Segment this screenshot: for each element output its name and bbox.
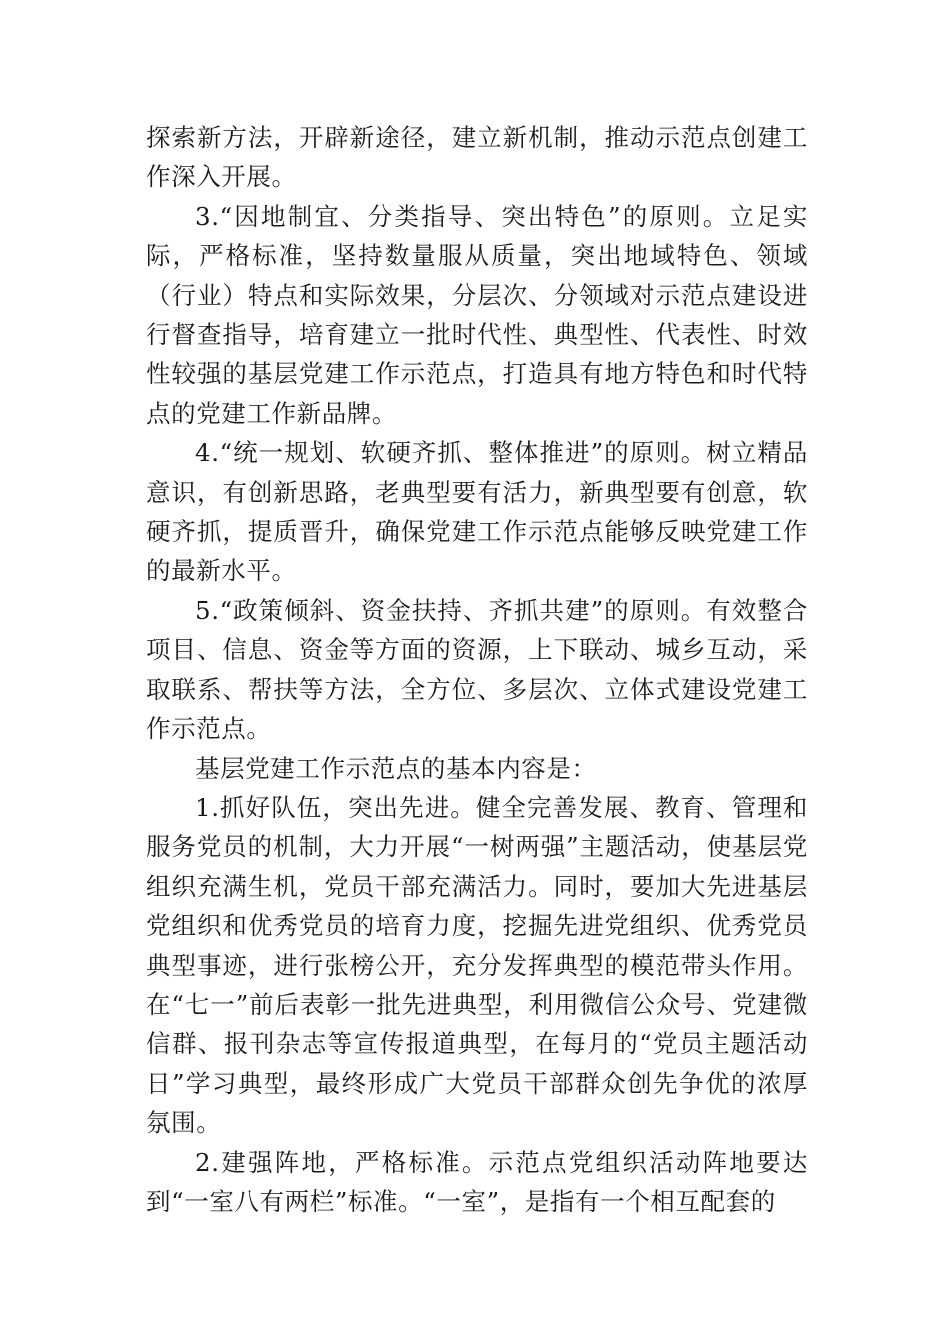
- paragraph-content-2: 2.建强阵地，严格标准。示范点党组织活动阵地要达到“一室八有两栏”标准。“一室”，是指有一个相互配套的: [146, 1147, 808, 1216]
- body-text: [146, 118, 808, 1221]
- paragraph-principle-5: 5.“政策倾斜、资金扶持、齐抓共建”的原则。有效整合项目、信息、资金等方面的资源，上下联动、城乡互动，采取联系、帮扶等方法，全方位、多层次、立体式建设党建工作示范点。: [146, 595, 808, 744]
- paragraph-principle-3: 3.“因地制宜、分类指导、突出特色”的原则。立足实际，严格标准，坚持数量服从质量，突出地域特色、领域（行业）特点和实际效果，分层次、分领域对示范点建设进行督查指导，培育建立一批时代性、典型性、代表性、时效性较强的基层党建工作示范点，打造具有地方特色和时代特点的党建工作新品牌。: [146, 201, 808, 428]
- paragraph-principle-4: 4.“统一规划、软硬齐抓、整体推进”的原则。树立精品意识，有创新思路，老典型要有活力，新典型要有创意，软硬齐抓，提质晋升，确保党建工作示范点能够反映党建工作的最新水平。: [146, 438, 808, 586]
- paragraph-content-intro: 基层党建工作示范点的基本内容是：: [195, 753, 597, 783]
- paragraph-continuation: 探索新方法，开辟新途径，建立新机制，推动示范点创建工作深入开展。: [146, 123, 808, 192]
- paragraph-content-1: 1.抓好队伍，突出先进。健全完善发展、教育、管理和服务党员的机制，大力开展“一树两强”主题活动，使基层党组织充满生机，党员干部充满活力。同时，要加大先进基层党组织和优秀党员的培育力度，挖掘先进党组织、优秀党员典型事迹，进行张榜公开，充分发挥典型的模范带头作用。在“七一”前后表彰一批先进典型，利用微信公众号、党建微信群、报刊杂志等宣传报道典型，在每月的“党员主题活动日”学习典型，最终形成广大党员干部群众创先争优的浓厚氛围。: [146, 792, 808, 1138]
